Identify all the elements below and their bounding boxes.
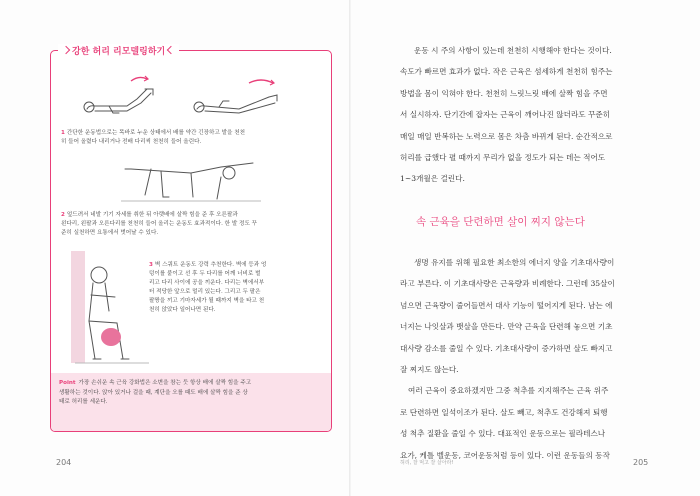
step-2-line: 엎드려서 네발 기기 자세를 취한 뒤 아랫배에 살짝 힘을 준 후 오른팔과 [66, 212, 238, 218]
chevron-left-icon [62, 46, 70, 54]
step-3-text [149, 261, 325, 315]
page-number-left: 204 [56, 458, 72, 467]
step-3-line: 팔짱을 끼고 기마자세가 될 때까지 벽을 타고 천 [149, 298, 265, 304]
text-line: 요가, 케틀 벨운동, 코어운동처럼 등이 있다. 이런 운동들의 동작 [400, 450, 610, 460]
text-line: 대사량 감소를 줄일 수 있다. 기초대사량이 증가하면 살도 빠지고 [400, 343, 613, 353]
point-box [51, 373, 331, 431]
point-line: 태로 허리를 세운다. [59, 399, 108, 405]
box-title-text: 강한 허리 리모델링하기 [72, 47, 166, 57]
step-1-line: 간단한 운동법으로는 똑바로 누운 상태에서 배를 약간 긴장하고 발을 천천 [66, 130, 246, 136]
text-line: 매일 매일 반복하는 노력으로 몸은 차츰 바뀌게 된다. 순간적으로 [400, 131, 613, 141]
bird-dog-illustration [121, 151, 261, 205]
text-line: 로 단련하면 일석이조가 된다. 살도 빼고, 척추도 건강해져 퇴행 [400, 407, 608, 417]
step-2-text [61, 211, 323, 238]
book-gutter [349, 0, 351, 496]
step-3-line: 리고 다리 사이에 공을 끼운다. 다리는 벽에서부 [149, 280, 265, 286]
wall-squat-illustration [71, 251, 149, 367]
step-1-line: 히 들어 올렸다 내리거나 전배 다리씩 천천히 들어 올린다. [61, 139, 202, 145]
text-line: 너지는 나잇살과 뱃살을 만든다. 만약 근육을 단련해 놓으면 기초 [400, 322, 613, 332]
paragraph-1 [400, 40, 666, 190]
step-2-line: 왼다리, 왼팔과 오른다리를 천천히 들어 올리는 운동도 효과적이다. 한 발 정도 꾸 [61, 221, 258, 227]
text-line: 여러 근육이 중요하겠지만 그중 척추를 지지해주는 근육 위주 [408, 386, 609, 396]
running-head: 허리, 잘 먹고 잘 살아라! [400, 460, 454, 466]
text-line: 방법을 몸이 익혀야 한다. 천천히 느릿느릿 배에 살짝 힘을 주면 [400, 88, 608, 98]
step-1-text [61, 129, 321, 147]
text-line: 속도가 빠르면 효과가 없다. 작은 근육은 섬세하게 천천히 힘주는 [400, 67, 613, 77]
page-number-right: 205 [633, 458, 649, 467]
step-2-number: 2 [61, 212, 65, 218]
text-line: 서 실시하자. 단기간에 잡자는 근육이 깨어나진 않더라도 꾸준히 [400, 110, 611, 120]
section-heading: 속 근육을 단련하면 살이 찌지 않는다 [416, 216, 585, 228]
text-line: 넘으면 근육량이 줄어들면서 대사 기능이 떨어지게 된다. 남는 에 [400, 300, 613, 310]
text-line: 라고 부른다. 이 기초대사량은 근육량과 비례한다. 그런데 35살이 [400, 279, 615, 289]
step-2-line: 준히 실천하면 요통에서 벗어날 수 있다. [61, 230, 159, 236]
text-line: 생명 유지를 위해 필요한 최소한의 에너지 양을 기초대사량이 [414, 258, 615, 267]
step-1-number: 1 [61, 130, 65, 136]
step-3-line: 터 적당한 앞으로 멀리 있는다. 그리고 두 팔은 [149, 289, 261, 295]
point-text [59, 379, 323, 408]
text-line: 1~3개월은 걸린다. [400, 174, 465, 184]
chevron-right-icon [167, 46, 175, 54]
point-label: Point [59, 380, 76, 386]
text-line: 허리를 급했다 펼 때까지 무리가 없을 정도가 되는 데는 적어도 [400, 153, 606, 163]
step-3-line: 천히 앉았다 일어나면 된다. [149, 307, 216, 313]
box-title [58, 44, 179, 57]
text-line: 잘 찌지도 않는다. [400, 365, 459, 375]
exercise-box [50, 50, 332, 432]
point-line: 생활하는 것이다. 앉아 있거나 걸을 때, 계단을 오를 때도 배에 살짝 힘을 준 상 [59, 389, 248, 396]
paragraph-2 [400, 252, 666, 466]
lying-leg-raise-illustration [79, 69, 309, 123]
text-line: 운동 시 주의 사항이 있는데 천천히 시행해야 한다는 것이다. [414, 46, 612, 55]
step-3-line: 덩이를 붙이고 선 후 두 다리를 어깨 너비로 벌 [149, 271, 261, 277]
step-3-number: 3 [149, 262, 153, 268]
step-3-line: 벽 스쿼트 운동도 강력 추천한다. 벽에 등과 엉 [154, 262, 267, 268]
text-line: 성 척추 질환을 줄일 수 있다. 대표적인 운동으로는 필라테스나 [400, 429, 606, 439]
point-line: 가장 손쉬운 속 근육 강화법은 소변을 참는 듯 항상 배에 살짝 힘을 주고 [78, 380, 252, 386]
